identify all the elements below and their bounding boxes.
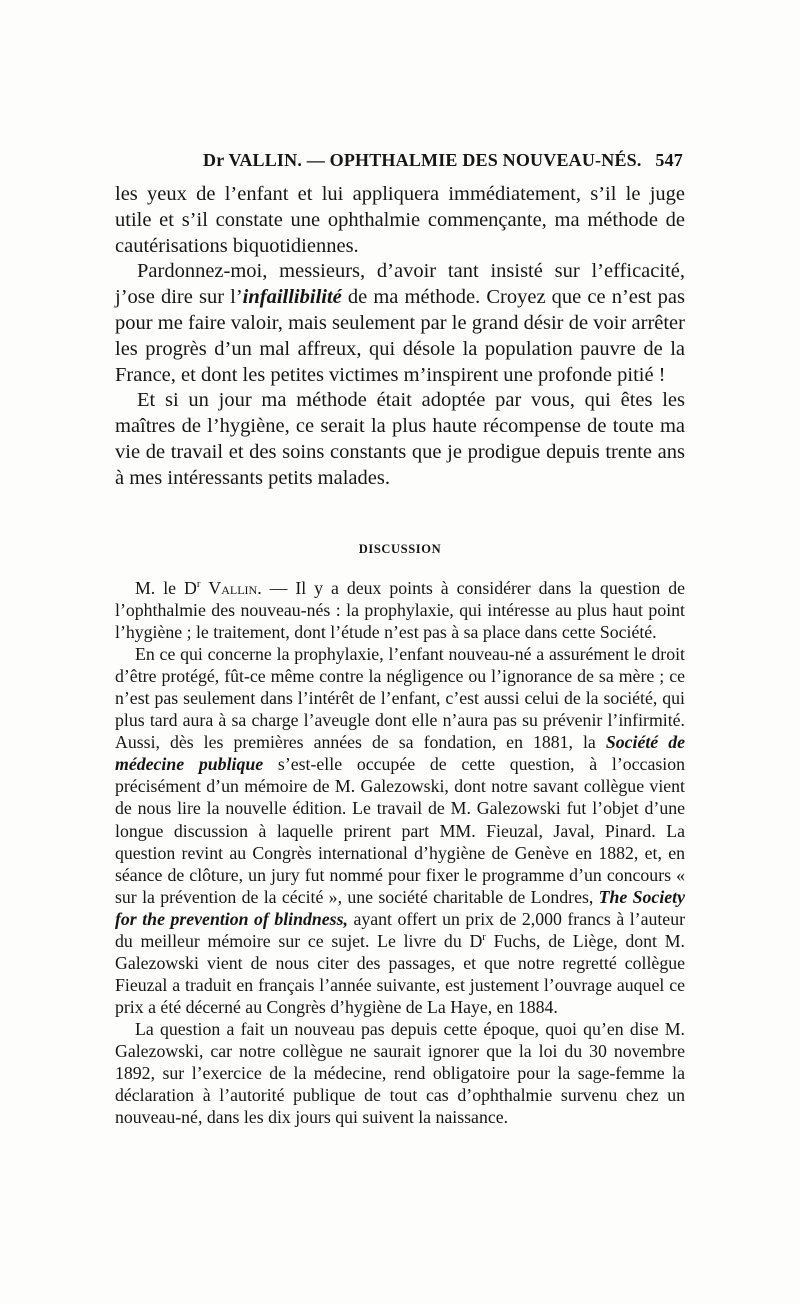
- running-title: Dr VALLIN. — OPHTHALMIE DES NOUVEAU-NÉS.: [203, 150, 642, 170]
- emphasis-infaillibilite: infaillibilité: [242, 286, 342, 309]
- text-run: Fuchs, de Liège, dont M. Galezowski vient de nous citer des passages, et que notre regretté collègue Fieuzal a traduit en français l’année suivante, est justement l’ouvrage auquel ce prix a été décerné au Congrès d’hygiène de La Haye, en 1884.: [115, 930, 685, 1017]
- emphasis-societe: Société de médecine publique: [115, 732, 685, 775]
- paragraph-loi-1892: La question a fait un nouveau pas depuis cette époque, quoi qu’en dise M. Galezowski, car notre collègue ne saurait ignorer que la loi du 30 novembre 1892, sur l’exercice de la médecine, rend obligatoire pour la sage-femme la déclaration à l’autorité publique de tout cas d’ophthalmie survenu chez un nouveau-né, dans les dix jours qui suivent la naissance.: [115, 1018, 685, 1128]
- doctor-sup: r: [482, 930, 486, 943]
- text-run: ayant offert un prix de 2,000 francs à l’auteur du meilleur mémoire sur ce sujet. Le livre du D: [115, 908, 686, 951]
- paragraph-prophylaxie: [115, 643, 685, 1018]
- section-heading-discussion: DISCUSSION: [358, 542, 442, 556]
- running-header: [115, 150, 683, 171]
- emphasis-society-name: The Society for the prevention of blindness,: [115, 886, 685, 929]
- paragraph-vallin-intro: [115, 577, 685, 643]
- paragraph-apology: [115, 259, 685, 388]
- speaker-prefix: M. le D: [135, 578, 197, 598]
- text-run: — Il y a deux points à considérer dans la question de l’ophthalmie des nouveau-nés : la prophylaxie, qui intéresse au plus haut point l’hygiène ; le traitement, dont l’étude n’est pas à sa place dans cette Société.: [115, 578, 685, 643]
- text-run: de ma méthode. Croyez que ce n’est pas pour me faire valoir, mais seulement par le grand désir de voir arrêter les progrès d’un mal affreux, qui désole la population pauvre de la France, et dont les petites victimes m’inspirent une profonde pitié !: [115, 286, 686, 386]
- text-run: Pardonnez-moi, messieurs, d’avoir tant insisté sur l’efficacité, j’ose dire sur l’: [115, 260, 685, 309]
- paragraph-closing: Et si un jour ma méthode était adoptée par vous, qui êtes les maîtres de l’hygiène, ce serait la plus haute récompense de toute ma vie de travail et des soins constants que je prodigue depuis trente ans à mes intéressants petits malades.: [115, 389, 685, 489]
- page-number: 547: [655, 150, 683, 170]
- text-run: En ce qui concerne la prophylaxie, l’enfant nouveau-né a assurément le droit d’être protégé, fût-ce même contre la négligence ou l’ignorance de sa mère ; ce n’est pas seulement dans l’intérêt de l’enfant, c’est aussi celui de la société, qui plus tard aura à sa charge l’aveugle dont elle n’aura pas su prévenir l’infirmité. Aussi, dès les premières années de sa fondation, en 1881, la: [115, 644, 685, 753]
- speaker-name: Vallin.: [208, 578, 262, 598]
- letter-conclusion: [115, 182, 685, 492]
- text-run: s’est-elle occupée de cette question, à l’occasion précisément d’un mémoire de M. Galezowski, dont notre savant collègue vient de nous lire la nouvelle édition. Le travail de M. Galezowski fut l’objet d’une longue discussion à laquelle prirent part MM. Fieuzal, Javal, Pinard. La question revint au Congrès international d’hygiène de Genève en 1882, et, en séance de clôture, un jury fut nommé pour fixer le programme d’un concours « sur la prévention de la cécité », une société charitable de Londres,: [115, 754, 685, 907]
- paragraph-continued: les yeux de l’enfant et lui appliquera immédiatement, s’il le juge utile et s’il constate une ophthalmie commençante, ma méthode de cautérisations biquotidiennes.: [115, 183, 685, 257]
- discussion-text: [115, 577, 685, 1128]
- speaker-sup: r: [196, 578, 201, 591]
